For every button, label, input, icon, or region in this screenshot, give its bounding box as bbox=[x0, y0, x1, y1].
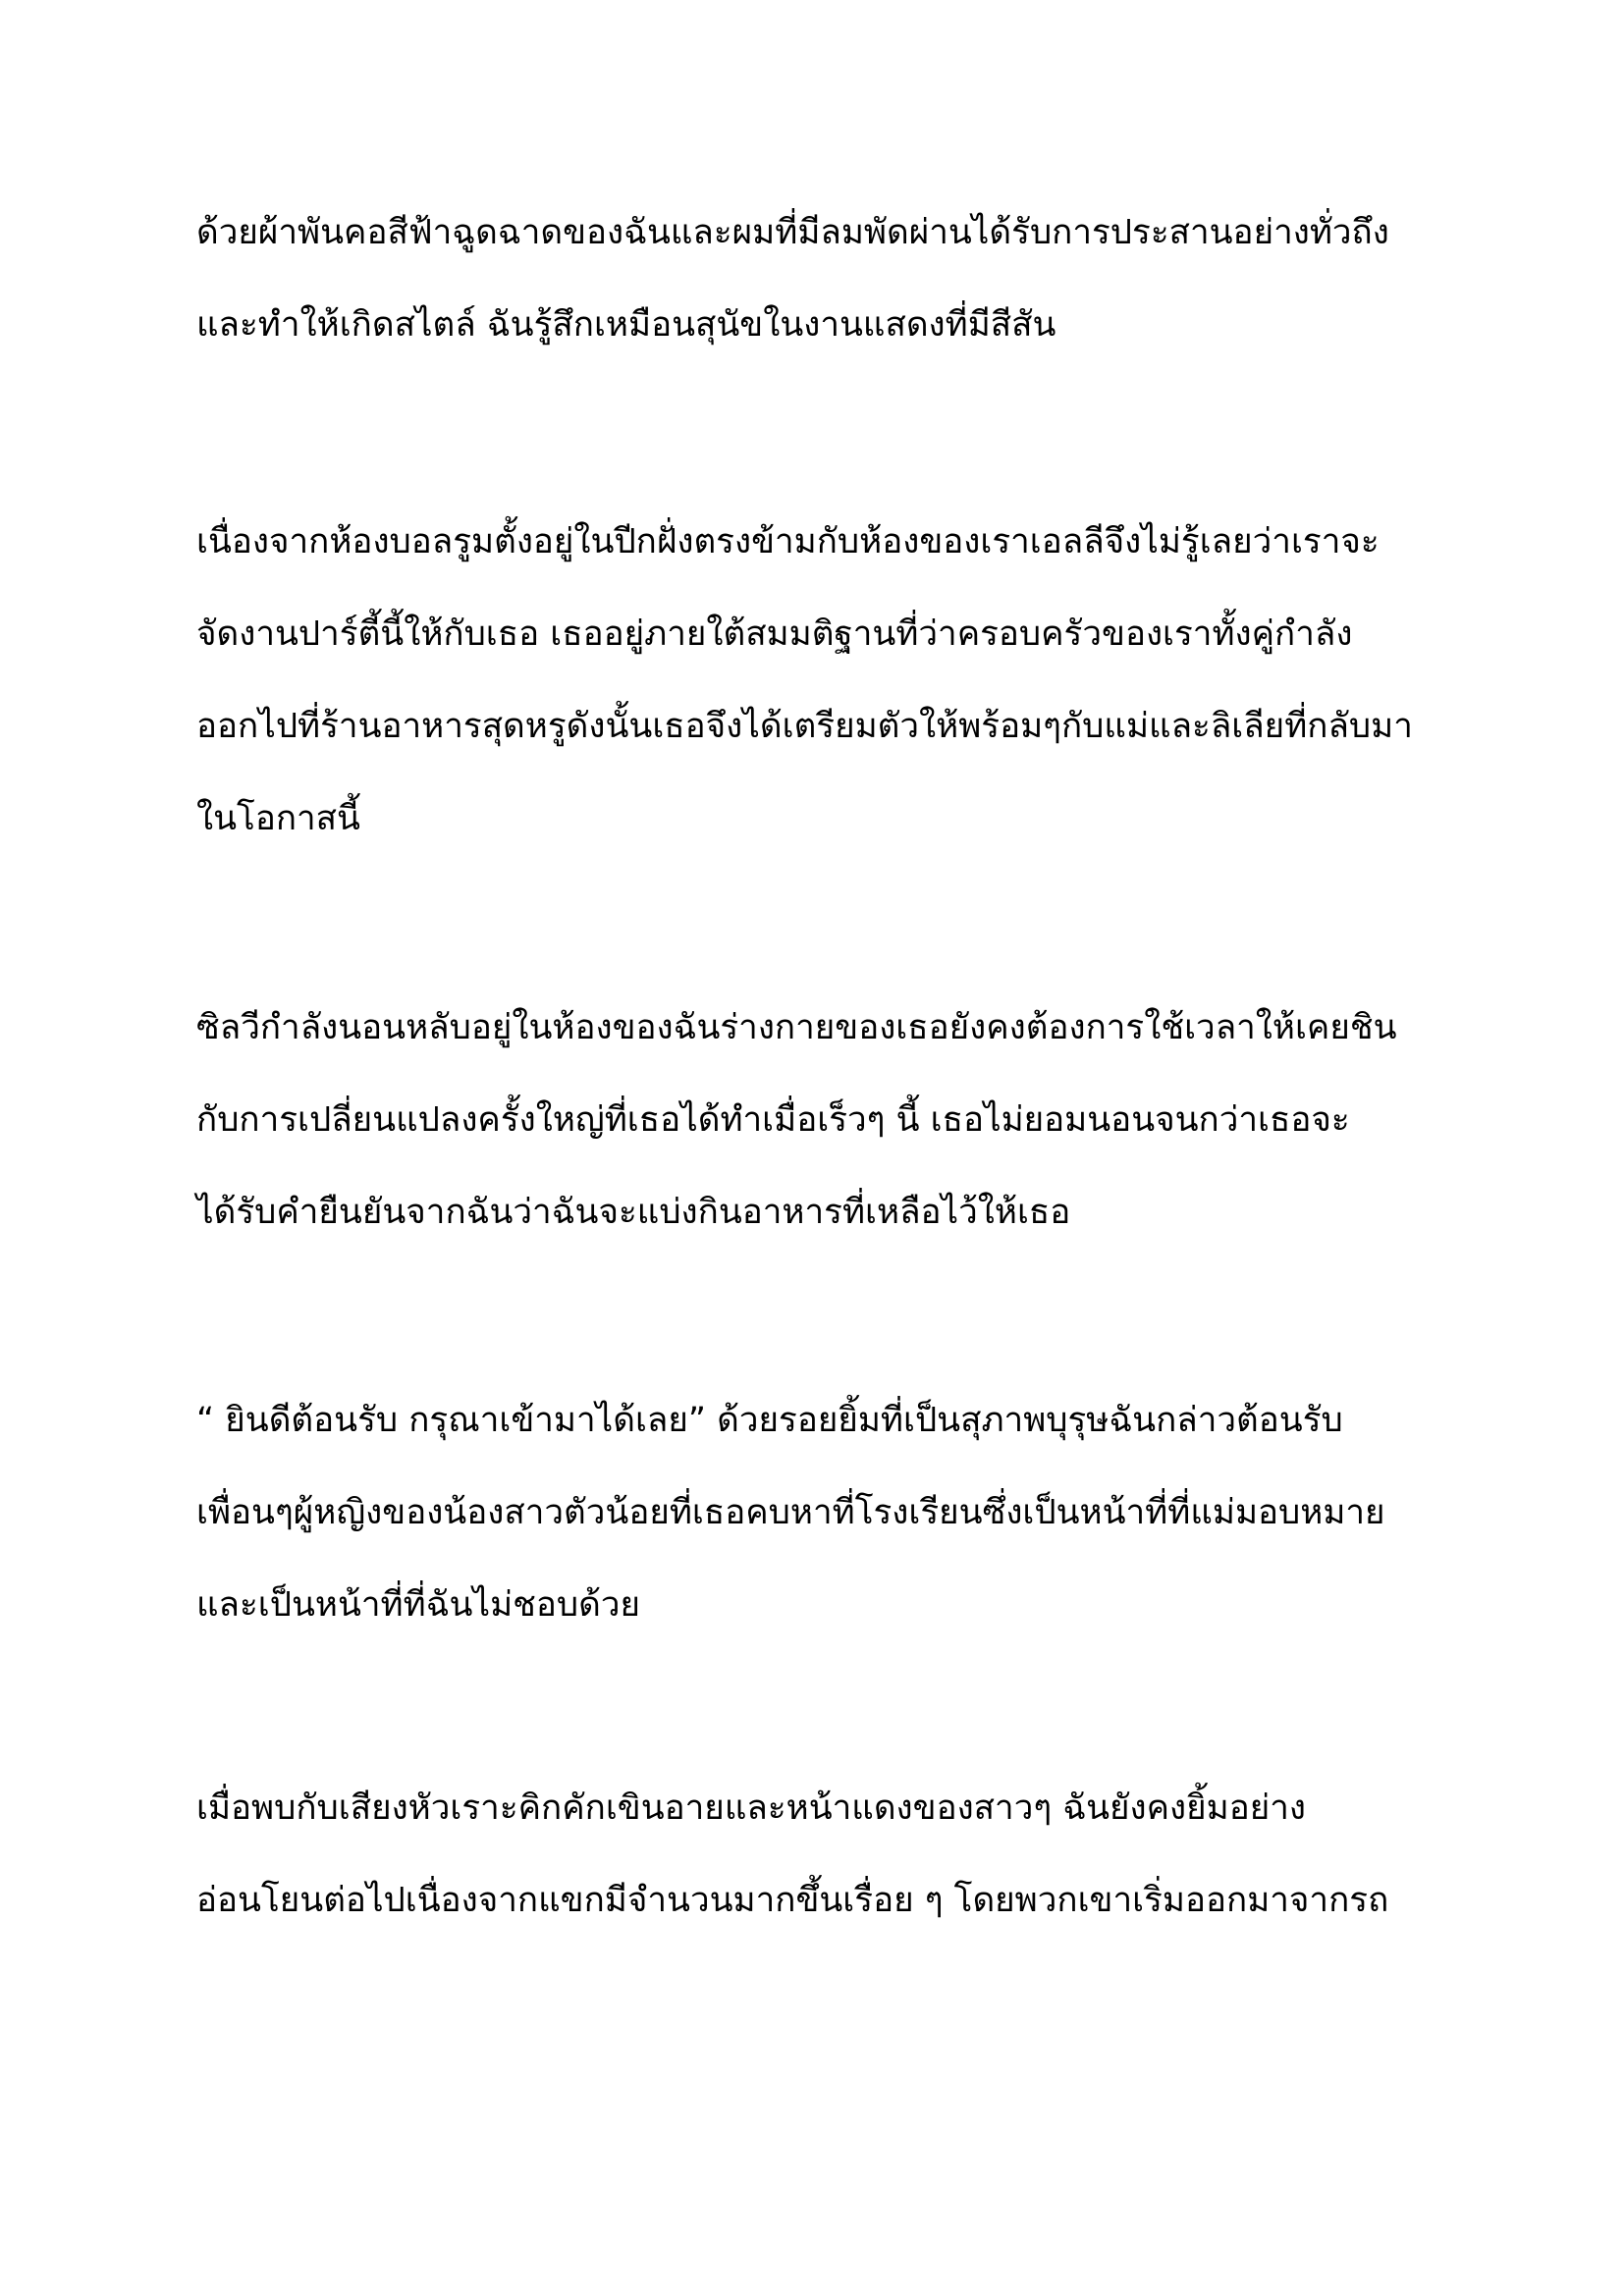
text-line: ในโอกาสนี้ bbox=[196, 799, 360, 838]
text-line: กับการเปลี่ยนแปลงครั้งใหญ่ที่เธอได้ทำเมื่อเร็วๆ นี้ เธอไม่ยอมนอนจนกว่าเธอจะ bbox=[196, 1100, 1350, 1140]
paragraph-4 bbox=[196, 1374, 1463, 1651]
text-line: ออกไปที่ร้านอาหารสุดหรูดังนั้นเธอจึงได้เตรียมตัวให้พร้อมๆกับแม่และลิเลียที่กลับมา bbox=[196, 707, 1413, 746]
paragraph-3 bbox=[196, 982, 1463, 1258]
text-line: และเป็นหน้าที่ที่ฉันไม่ชอบด้วย bbox=[196, 1585, 641, 1625]
paragraph-2 bbox=[196, 496, 1463, 865]
text-line: จัดงานปาร์ตี้นี้ให้กับเธอ เธออยู่ภายใต้สมมติฐานที่ว่าครอบครัวของเราทั้งคู่กำลัง bbox=[196, 614, 1353, 654]
text-line: เมื่อพบกับเสียงหัวเราะคิกคักเขินอายและหน้าแดงของสาวๆ ฉันยังคงยิ้มอย่าง bbox=[196, 1789, 1306, 1828]
text-line: เนื่องจากห้องบอลรูมตั้งอยู่ในปีกฝั่งตรงข้ามกับห้องของเราเอลลีจึงไม่รู้เลยว่าเราจะ bbox=[196, 522, 1380, 561]
text-line: “ ยินดีต้อนรับ กรุณาเข้ามาได้เลย” ด้วยรอยยิ้มที่เป็นสุภาพบุรุษฉันกล่าวต้อนรับ bbox=[196, 1401, 1343, 1440]
text-line: และทำให้เกิดสไตล์ ฉันรู้สึกเหมือนสุนัขในงานแสดงที่มีสีสัน bbox=[196, 305, 1056, 345]
text-line: เพื่อนๆผู้หญิงของน้องสาวตัวน้อยที่เธอคบหาที่โรงเรียนซึ่งเป็นหน้าที่ที่แม่มอบหมาย bbox=[196, 1493, 1385, 1532]
text-line: อ่อนโยนต่อไปเนื่องจากแขกมีจำนวนมากขึ้นเรื่อย ๆ โดยพวกเขาเริ่มออกมาจากรถ bbox=[196, 1881, 1389, 1920]
paragraph-1 bbox=[196, 187, 1463, 371]
paragraph-5 bbox=[196, 1762, 1463, 1947]
text-line: ซิลวีกำลังนอนหลับอยู่ในห้องของฉันร่างกายของเธอยังคงต้องการใช้เวลาให้เคยชิน bbox=[196, 1008, 1397, 1047]
text-line: ได้รับคำยืนยันจากฉันว่าฉันจะแบ่งกินอาหารที่เหลือไว้ให้เธอ bbox=[196, 1193, 1071, 1232]
text-line: ด้วยผ้าพันคอสีฟ้าฉูดฉาดของฉันและผมที่มีลมพัดผ่านได้รับการประสานอย่างทั่วถึง bbox=[196, 213, 1389, 252]
